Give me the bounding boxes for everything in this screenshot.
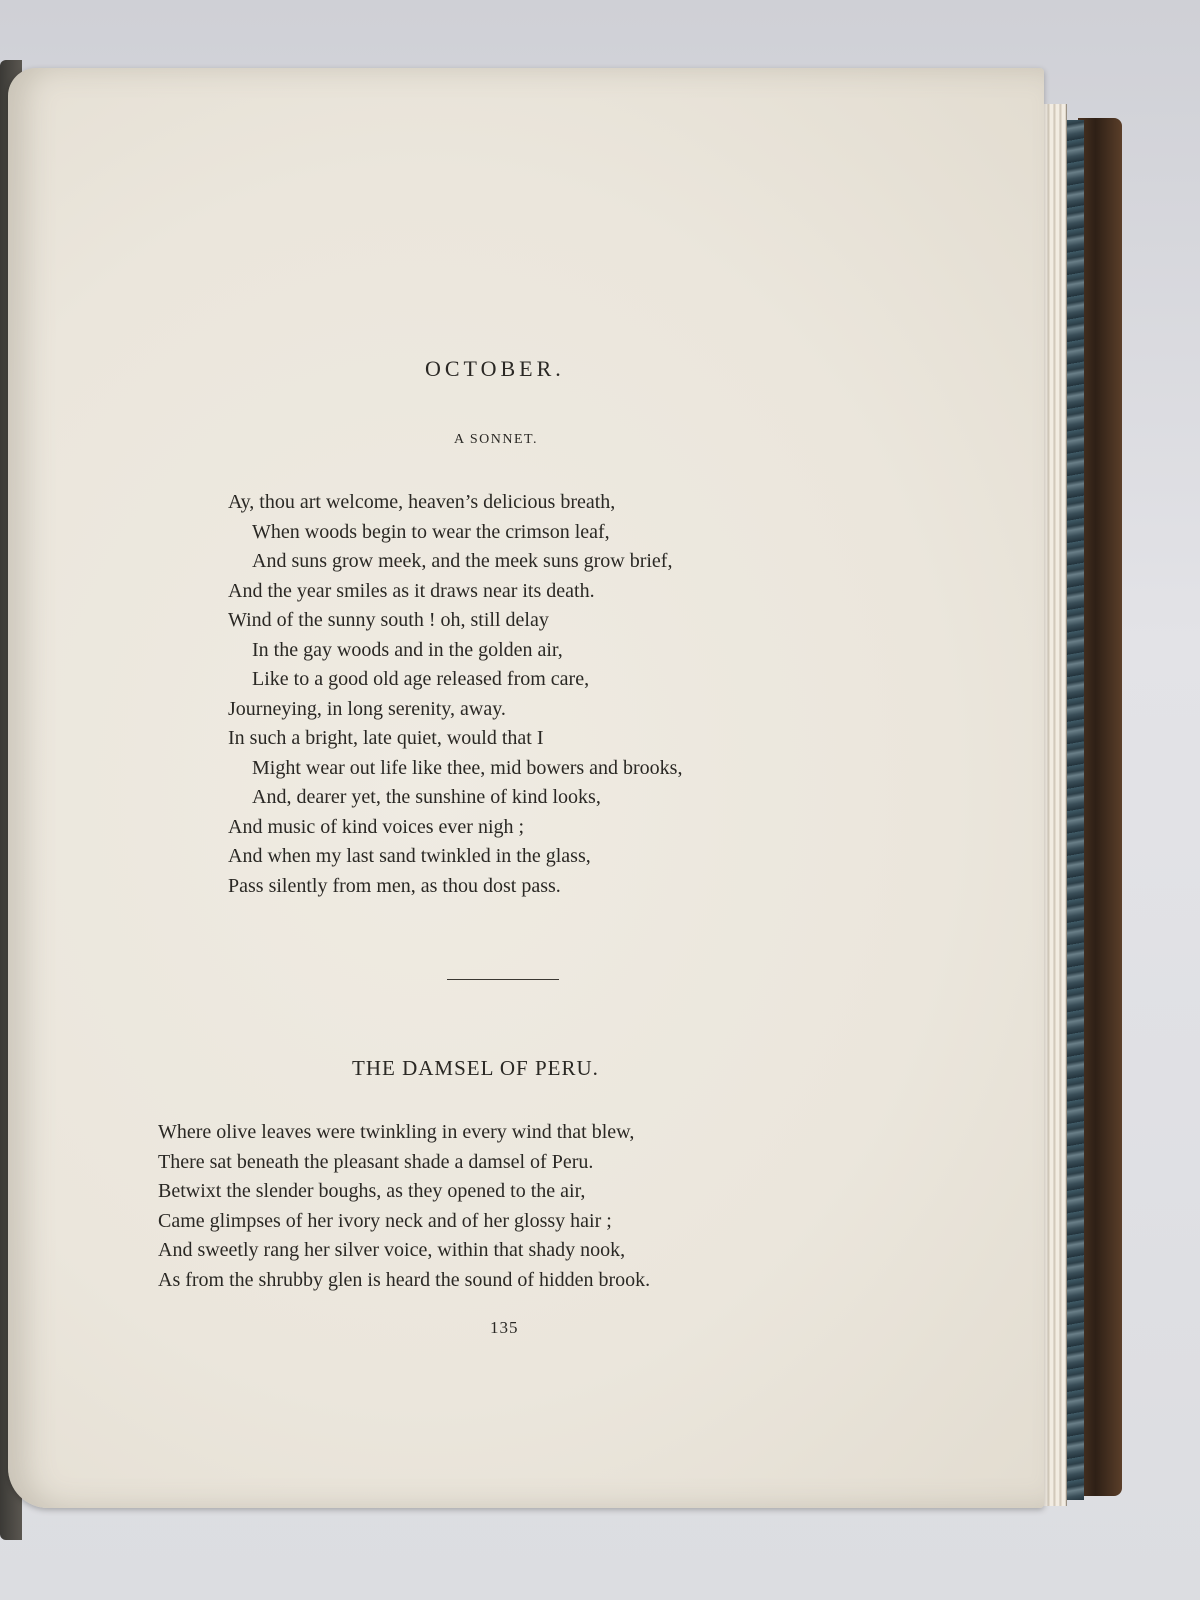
verse-line: Where olive leaves were twinkling in every wind that blew, (158, 1121, 635, 1143)
page-number: 135 (490, 1318, 519, 1337)
verse-line: And music of kind voices ever nigh ; (228, 815, 525, 838)
verse-line: Ay, thou art welcome, heaven’s delicious breath, (228, 491, 616, 513)
poem-title: THE DAMSEL OF PERU. (352, 1056, 599, 1080)
poem-subtitle: A SONNET. (454, 432, 539, 447)
verse-line: When woods begin to wear the crimson leaf, (252, 520, 610, 543)
verse-line: And the year smiles as it draws near its death. (228, 579, 595, 602)
section-divider (447, 979, 559, 980)
verse-line: And when my last sand twinkled in the glass, (228, 845, 591, 867)
verse-line: Betwixt the slender boughs, as they opened to the air, (158, 1180, 586, 1202)
verse-line: Wind of the sunny south ! oh, still delay (228, 609, 549, 631)
poem-title: OCTOBER. (425, 356, 565, 381)
verse-line: There sat beneath the pleasant shade a damsel of Peru. (158, 1150, 594, 1173)
sonnet-stanza (228, 488, 682, 901)
book-cover-right-edge (1078, 118, 1122, 1496)
verse-line: In the gay woods and in the golden air, (252, 638, 563, 661)
verse-line: Came glimpses of her ivory neck and of her glossy hair ; (158, 1209, 612, 1232)
verse-line: Like to a good old age released from care, (252, 668, 590, 690)
verse-line: And, dearer yet, the sunshine of kind looks, (252, 786, 601, 808)
verse-line: As from the shrubby glen is heard the sound of hidden brook. (158, 1268, 651, 1291)
verse-line: And sweetly rang her silver voice, within that shady nook, (158, 1239, 626, 1261)
verse-line: In such a bright, late quiet, would that I (228, 727, 544, 749)
verse-line: Might wear out life like thee, mid bowers and brooks, (252, 756, 683, 779)
ballad-stanza (158, 1118, 650, 1295)
verse-line: And suns grow meek, and the meek suns grow brief, (252, 550, 673, 572)
verse-line: Pass silently from men, as thou dost pass. (228, 874, 561, 897)
verse-line: Journeying, in long serenity, away. (228, 697, 506, 720)
